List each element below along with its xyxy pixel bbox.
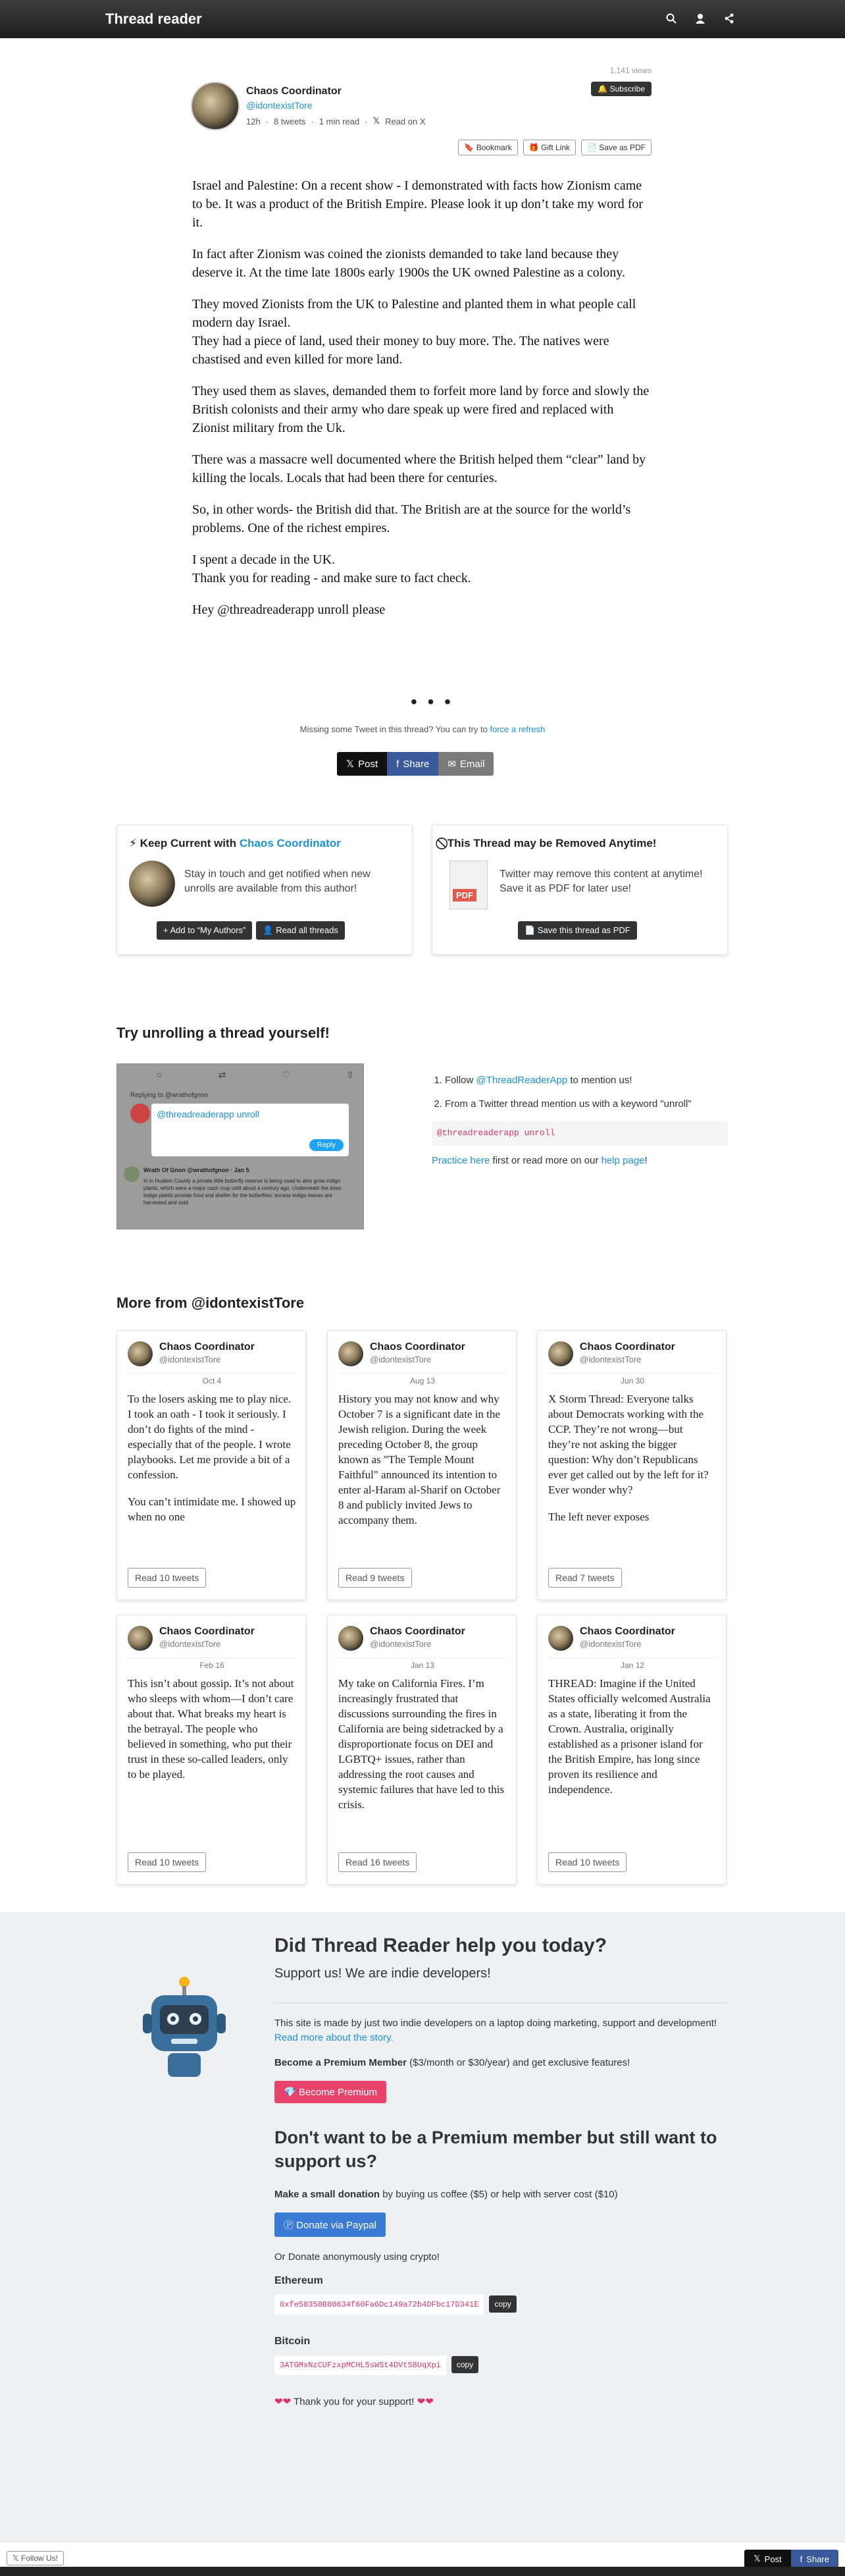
tile-author-name: Chaos Coordinator (580, 1341, 675, 1353)
keep-current-body: Stay in touch and get notified when new unrolls are available from this author! (184, 869, 371, 894)
mock-author: Wrath Of Gnon @wrathofgnon · Jan 5 (143, 1167, 249, 1173)
unroll-example-image (116, 1063, 364, 1229)
tile-excerpt (338, 1676, 507, 1827)
save-thread-pdf-button[interactable]: 📄 Save this thread as PDF (518, 921, 637, 940)
premium-btn-label: Become Premium (298, 2087, 378, 2098)
thread-age: 12h (246, 116, 261, 126)
tile-author-name: Chaos Coordinator (580, 1626, 675, 1637)
tile-date: Jan 13 (338, 1657, 507, 1670)
pdf-icon: PDF (449, 861, 488, 909)
save-pdf-label: Save as PDF (599, 143, 646, 152)
practice-line: Practice here first or read more on our help page! (432, 1155, 648, 1166)
support-body (274, 2016, 729, 2045)
x-logo-icon: 𝕏 (372, 116, 380, 126)
mock-tweet-text: In in Hualien County a private little butterfly reserve is being used to also grow indigo plants, which were a major cash crop until about a century ago. Underneath the trees indigo plants provide food and shelter for the butterflies: excess indigo leaves are harvested and sold. (143, 1178, 342, 1206)
x-logo-icon: 𝕏 (346, 759, 355, 770)
support-content (274, 1935, 729, 2420)
tile-date: Jan 12 (548, 1657, 717, 1670)
keep-current-author[interactable]: Chaos Coordinator (239, 837, 341, 849)
save-pdf-actions (518, 921, 637, 940)
bitcoin-row (274, 2355, 729, 2375)
support-subtitle: Support us! We are indie developers! (274, 1966, 491, 1981)
keep-current-actions (157, 921, 345, 940)
author-avatar[interactable] (129, 861, 175, 907)
keep-current-card (116, 824, 413, 955)
tile-excerpt-p1: THREAD: Imagine if the United States officially welcomed Australia as a state, liberating it from the Crown. Australia, originally established as a prisoner island for the British Empire, has long since proven its resilience and independence. (548, 1677, 711, 1796)
view-count: 1,141 views (609, 66, 652, 75)
email-label: Email (459, 758, 485, 770)
tweet-action-icons: ○ ⇄ ♡ ⇧ (157, 1069, 354, 1080)
facebook-icon: f (800, 2554, 803, 2564)
robot-mascot-icon (141, 1975, 227, 2081)
tile-excerpt-p2: You can’t intimidate me. I showed up when no one (128, 1495, 296, 1523)
ethereum-label: Ethereum (274, 2275, 323, 2286)
mail-icon: ✉ (448, 759, 456, 770)
x-logo-icon: 𝕏 (13, 2554, 19, 2563)
thread-tile[interactable] (327, 1330, 517, 1600)
missing-tweet-note (0, 724, 845, 734)
step-1-suffix: to mention us! (570, 1075, 632, 1086)
user-icon[interactable] (693, 11, 707, 26)
mock-avatar (130, 1104, 150, 1123)
mock-reply-button: Reply (309, 1139, 344, 1151)
tile-author-handle: @idontexistTore (580, 1355, 642, 1364)
tile-excerpt (338, 1391, 507, 1543)
tile-excerpt (548, 1676, 717, 1827)
removal-title-text: This Thread may be Removed Anytime! (447, 837, 657, 849)
share-label: Share (403, 758, 430, 770)
tweet-text: Hey @threadreaderapp unroll please (192, 603, 386, 617)
bookmark-label: Bookmark (476, 143, 512, 152)
gift-link-label: Gift Link (541, 143, 571, 152)
author-handle[interactable]: @idontexistTore (246, 100, 313, 111)
tile-date: Jun 30 (548, 1373, 717, 1385)
top-navbar (0, 0, 845, 38)
follow-label: Follow Us! (21, 2554, 59, 2563)
author-avatar (548, 1341, 573, 1366)
facebook-share-button[interactable] (387, 752, 438, 776)
story-link[interactable]: Read more about the story. (274, 2032, 394, 2043)
subscribe-button[interactable]: 🔔 Subscribe (591, 82, 652, 96)
mock-replying: Replying to @wrathofgnon (130, 1092, 208, 1099)
thread-content (192, 176, 654, 632)
tile-excerpt-p1: History you may not know and why October 7 is a significant date in the Jewish religion. During the week preceding October 8, the group known as "The Temple Mount Faithful" announced its intention to enter al-Haram al-Sharif on October 8 and publicly invited Jews to accompany them. (338, 1393, 501, 1526)
alt-support-title: Don't want to be a Premium member but still want to support us? (274, 2128, 717, 2171)
add-to-my-authors-button[interactable]: + Add to “My Authors” (157, 921, 252, 940)
tile-excerpt (548, 1391, 717, 1543)
thread-tile[interactable] (537, 1330, 727, 1600)
read-on-x-link[interactable]: Read on X (385, 116, 426, 126)
bottom-share-button[interactable] (791, 2550, 838, 2568)
tweet-text: There was a massacre well documented where the British helped them “clear” land by killing the locals. Locals that had been there for centuries. (192, 452, 646, 485)
thread-tile[interactable] (327, 1615, 517, 1885)
step-2: 2. From a Twitter thread mention us with a keyword "unroll" (445, 1097, 728, 1112)
mock-reply-box (151, 1104, 349, 1156)
share-buttons (337, 752, 494, 776)
tile-excerpt (128, 1391, 296, 1543)
save-pdf-button[interactable]: 📄 Save as PDF (581, 140, 652, 155)
tile-date: Oct 4 (128, 1373, 296, 1385)
paypal-donate-button[interactable]: Ⓟ Donate via Paypal (274, 2213, 386, 2237)
keep-current-prefix: Keep Current with (140, 837, 237, 849)
heart-icon: ❤❤ (417, 2396, 434, 2407)
bitcoin-address[interactable]: 3ATGMxNzCUFzxpMCHL5sWSt4DVtS8UqXpi (274, 2355, 446, 2375)
thread-actions (458, 140, 652, 155)
read-tweets-button[interactable]: Read 10 tweets (128, 1568, 206, 1588)
support-title: Did Thread Reader help you today? (274, 1935, 607, 1956)
x-logo-icon: 𝕏 (754, 2554, 761, 2563)
thread-tile[interactable] (116, 1330, 306, 1600)
share-icon[interactable] (722, 11, 736, 26)
thread-end-dots: • • • (411, 691, 453, 712)
tile-author-name: Chaos Coordinator (159, 1626, 255, 1637)
premium-line (274, 2056, 729, 2070)
copy-btc-button[interactable]: copy (451, 2356, 478, 2373)
post-on-x-button[interactable] (337, 752, 387, 776)
bitcoin-label: Bitcoin (274, 2336, 311, 2347)
become-premium-button[interactable]: 💎 Become Premium (274, 2081, 386, 2103)
tile-excerpt-p1: To the losers asking me to play nice. I took an oath - I took it seriously. I don’t do fights of the mind - especially that of the people. I wrote playbooks. Let me provide a bit of a confession. (128, 1393, 292, 1481)
support-body-text: This site is made by just two indie developers on a laptop doing marketing, support and development! (274, 2018, 717, 2029)
bottom-share-label: Share (806, 2554, 829, 2564)
tile-author-handle: @idontexistTore (159, 1355, 221, 1364)
thanks-line (274, 2395, 729, 2409)
threadreaderapp-link[interactable]: @ThreadReaderApp (476, 1075, 568, 1086)
read-all-threads-button[interactable]: 👤 Read all threads (256, 921, 344, 940)
removal-title: ⃠ This Thread may be Removed Anytime! (444, 837, 657, 849)
author-name[interactable]: Chaos Coordinator (246, 86, 342, 97)
tweet-line: They moved Zionists from the UK to Palestine and planted them in what people call modern day Israel. (192, 297, 636, 330)
read-tweets-button[interactable]: Read 10 tweets (548, 1852, 627, 1872)
read-tweets-button[interactable]: Read 10 tweets (128, 1852, 206, 1872)
read-time: 1 min read (319, 116, 360, 126)
premium-bold: Become a Premium Member (274, 2057, 407, 2068)
tweet-line: I spent a decade in the UK. (192, 552, 336, 567)
ethereum-address[interactable]: 0xfe58350B80634f60Fa6Dc149a72b4DFbc17D341E (274, 2295, 484, 2315)
email-share-button[interactable] (438, 752, 494, 776)
help-page-link[interactable]: help page (601, 1155, 645, 1166)
practice-here-link[interactable]: Practice here (432, 1155, 490, 1166)
tile-excerpt-p1: X Storm Thread: Everyone talks about Democrats working with the CCP. They’re not wrong—but they’re not asking the bigger question: Why don’t Republicans ever get called out by the left for it? Ever wonder why? (548, 1393, 709, 1496)
bottom-strip (0, 2567, 845, 2576)
tile-author-handle: @idontexistTore (370, 1639, 432, 1649)
subscribe-label: Subscribe (609, 84, 645, 94)
donation-rest: by buying us coffee ($5) or help with server cost ($10) (382, 2189, 618, 2200)
follow-us-button[interactable] (7, 2551, 64, 2565)
thread-tile[interactable] (116, 1615, 306, 1885)
tweet-line: They had a piece of land, used their money to buy more. The. The natives were chastised and even killed for more land. (192, 334, 609, 367)
tile-date: Feb 16 (128, 1657, 296, 1670)
search-icon[interactable] (664, 11, 679, 26)
bottom-post-label: Post (764, 2554, 782, 2564)
removal-body: Twitter may remove this content at anytime! Save it as PDF for later use! (499, 869, 703, 894)
author-avatar (338, 1626, 363, 1651)
tweet-text: In fact after Zionism was coined the zionists demanded to take land because they deserve it. At the time late 1800s early 1900s the UK owned Palestine as a colony. (192, 247, 625, 280)
thread-author-header (191, 66, 652, 152)
tile-author-name: Chaos Coordinator (159, 1341, 255, 1353)
ethereum-row (274, 2295, 729, 2315)
practice-text: first or read more on our (492, 1155, 599, 1166)
mock-avatar (124, 1166, 140, 1182)
author-avatar (128, 1341, 153, 1366)
step-1 (445, 1073, 728, 1088)
tile-date: Aug 13 (338, 1373, 507, 1385)
mock-reply-text: @threadreaderapp unroll (157, 1109, 259, 1119)
tweet-count: 8 tweets (274, 116, 306, 126)
save-thread-pdf-label: Save this thread as PDF (537, 925, 630, 935)
tweet-text: So, in other words- the British did that. The British are at the source for the world’s problems. One of the richest empires. (192, 502, 631, 535)
tile-excerpt-p1: This isn’t about gossip. It’s not about who sleeps with whom—I don’t care about that. What breaks my heart is the betrayal. The people who believed in something, who put their trust in these so-called leaders, only to be played. (128, 1677, 294, 1781)
premium-rest: ($3/month or $30/year) and get exclusive features! (409, 2057, 630, 2068)
tweet-line: Thank you for reading - and make sure to fact check. (192, 571, 471, 585)
tile-author-handle: @idontexistTore (159, 1639, 221, 1649)
thread-tile[interactable] (537, 1615, 727, 1885)
tweet-text (192, 550, 654, 587)
bookmark-button[interactable]: 🔖 Bookmark (458, 140, 517, 155)
more-from-title: More from @idontexistTore (116, 1295, 305, 1311)
tile-author-handle: @idontexistTore (370, 1355, 432, 1364)
gift-link-button[interactable]: 🎁 Gift Link (523, 140, 576, 155)
facebook-icon: f (396, 758, 399, 770)
author-avatar (548, 1626, 573, 1651)
missing-text: Missing some Tweet in this thread? You can try to (299, 724, 488, 734)
read-all-label: Read all threads (276, 925, 338, 935)
author-avatar (128, 1626, 153, 1651)
donation-bold: Make a small donation (274, 2189, 380, 2200)
brand-logo[interactable]: Thread reader (105, 11, 202, 27)
donation-line (274, 2187, 729, 2202)
unroll-steps (432, 1073, 728, 1168)
nav-icons (664, 11, 736, 26)
tweet-text (192, 295, 654, 369)
read-tweets-button[interactable]: Read 7 tweets (548, 1568, 622, 1588)
tweet-text: Israel and Palestine: On a recent show - I demonstrated with facts how Zionism came to be. It was a product of the British Empire. Please look it up don’t take my word for it. (192, 178, 644, 230)
bottom-post-button[interactable] (744, 2550, 791, 2568)
thread-meta: 12h · 8 tweets · 1 min read · 𝕏 Read on X (246, 116, 426, 126)
tile-excerpt-p1: My take on California Fires. I’m increasingly frustrated that discussions surrounding the fires in California are being sidetracked by a disproportionate focus on DEI and LGBTQ+ issues, rather than addressing the root causes and systemic failures that have led to this crisis. (338, 1677, 505, 1811)
tile-excerpt (128, 1676, 296, 1827)
paypal-btn-label: Donate via Paypal (296, 2220, 376, 2231)
tile-author-handle: @idontexistTore (580, 1639, 642, 1649)
tweet-text: They used them as slaves, demanded them to forfeit more land by force and slowly the British colonists and their army who dare speak up were fired and replaced with Zionist military from the Uk. (192, 384, 650, 435)
tile-excerpt-p2: The left never exposes (548, 1511, 650, 1523)
read-tweets-button[interactable]: Read 9 tweets (338, 1568, 412, 1588)
author-avatar[interactable] (191, 82, 240, 130)
bottom-share (744, 2550, 838, 2568)
heart-icon: ❤❤ (274, 2396, 292, 2407)
read-tweets-button[interactable]: Read 16 tweets (338, 1852, 417, 1872)
author-avatar (338, 1341, 363, 1366)
tile-author-name: Chaos Coordinator (370, 1341, 465, 1353)
mention-example: @threadreaderapp unroll (432, 1121, 728, 1146)
try-unrolling-title: Try unrolling a thread yourself! (116, 1025, 330, 1041)
thanks-text: Thank you for your support! (294, 2396, 415, 2407)
keep-current-title: ⚡ Keep Current with Chaos Coordinator (129, 837, 341, 849)
force-refresh-link[interactable]: force a refresh (490, 724, 546, 734)
copy-eth-button[interactable]: copy (489, 2295, 516, 2313)
thread-removal-card (432, 824, 728, 955)
crypto-line: Or Donate anonymously using crypto! (274, 2251, 440, 2263)
tile-author-name: Chaos Coordinator (370, 1626, 465, 1637)
post-label: Post (358, 758, 378, 770)
step-1-prefix: Follow (445, 1075, 474, 1086)
